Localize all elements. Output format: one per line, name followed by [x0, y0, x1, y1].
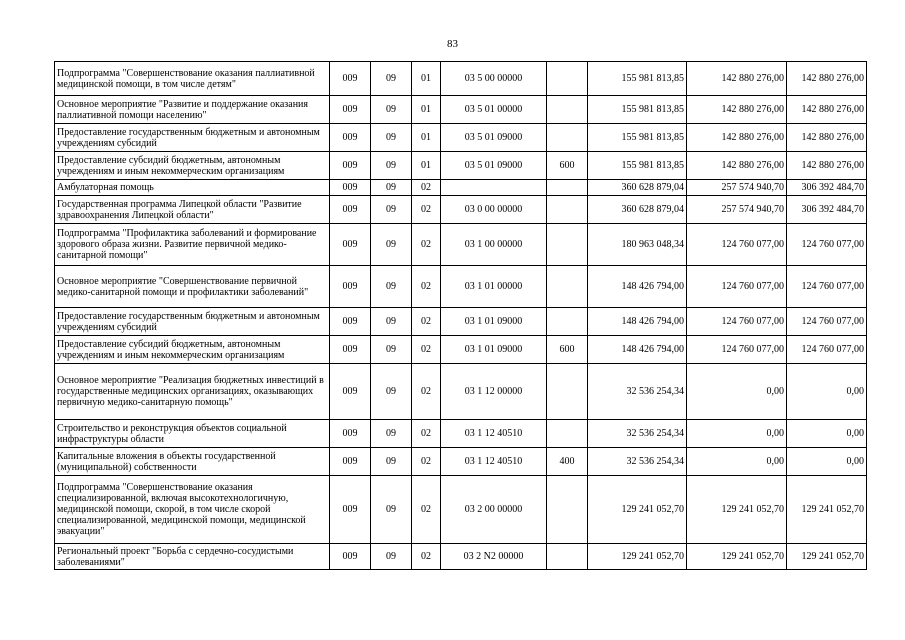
- cell-glava: 009: [330, 96, 371, 124]
- cell-name: Предоставление государственным бюджетным и автономным учреждениям субсидий: [55, 124, 330, 152]
- cell-podrazdel: 02: [412, 308, 441, 336]
- cell-amount-1: 155 981 813,85: [588, 62, 687, 96]
- cell-name: Основное мероприятие "Реализация бюджетных инвестиций в государственные медицинских организациях, оказывающих первичную медико-санитарную помощь": [55, 364, 330, 420]
- cell-amount-3: 142 880 276,00: [787, 96, 867, 124]
- cell-podrazdel: 02: [412, 336, 441, 364]
- cell-podrazdel: 02: [412, 448, 441, 476]
- cell-glava: 009: [330, 266, 371, 308]
- cell-glava: 009: [330, 308, 371, 336]
- cell-amount-1: 155 981 813,85: [588, 96, 687, 124]
- cell-podrazdel: 01: [412, 124, 441, 152]
- cell-amount-2: 0,00: [687, 448, 787, 476]
- cell-amount-3: 129 241 052,70: [787, 476, 867, 544]
- table-row: [55, 152, 867, 180]
- cell-target-article: 03 1 01 00000: [441, 266, 547, 308]
- cell-podrazdel: 01: [412, 152, 441, 180]
- cell-name: Подпрограмма "Совершенствование оказания паллиативной медицинской помощи, в том числе детям": [55, 62, 330, 96]
- cell-amount-1: 360 628 879,04: [588, 180, 687, 196]
- cell-amount-1: 155 981 813,85: [588, 152, 687, 180]
- cell-amount-3: 0,00: [787, 364, 867, 420]
- cell-expense-type: [547, 476, 588, 544]
- cell-name: Подпрограмма "Совершенствование оказания специализированной, включая высокотехнологичную, медицинской помощи, скорой, в том числе скорой специализированной, медицинской помощи, медицинской эвакуации": [55, 476, 330, 544]
- cell-name: Региональный проект "Борьба с сердечно-сосудистыми заболеваниями": [55, 544, 330, 570]
- cell-target-article: 03 0 00 00000: [441, 196, 547, 224]
- cell-name: Строительство и реконструкция объектов социальной инфраструктуры области: [55, 420, 330, 448]
- cell-glava: 009: [330, 448, 371, 476]
- table-row: [55, 336, 867, 364]
- cell-amount-3: 124 760 077,00: [787, 224, 867, 266]
- cell-razdel: 09: [371, 364, 412, 420]
- cell-expense-type: [547, 124, 588, 152]
- cell-razdel: 09: [371, 476, 412, 544]
- cell-expense-type: [547, 544, 588, 570]
- cell-expense-type: [547, 364, 588, 420]
- cell-name: Основное мероприятие "Развитие и поддержание оказания паллиативной помощи населению": [55, 96, 330, 124]
- cell-glava: 009: [330, 124, 371, 152]
- cell-razdel: 09: [371, 62, 412, 96]
- cell-razdel: 09: [371, 224, 412, 266]
- cell-expense-type: [547, 196, 588, 224]
- cell-razdel: 09: [371, 544, 412, 570]
- cell-podrazdel: 02: [412, 266, 441, 308]
- cell-name: Подпрограмма "Профилактика заболеваний и формирование здорового образа жизни. Развитие первичной медико-санитарной помощи": [55, 224, 330, 266]
- cell-target-article: 03 1 12 40510: [441, 420, 547, 448]
- cell-target-article: 03 5 01 09000: [441, 124, 547, 152]
- cell-razdel: 09: [371, 124, 412, 152]
- cell-glava: 009: [330, 544, 371, 570]
- table-row: [55, 96, 867, 124]
- cell-expense-type: [547, 96, 588, 124]
- cell-glava: 009: [330, 364, 371, 420]
- cell-target-article: 03 1 00 00000: [441, 224, 547, 266]
- table-row: [55, 544, 867, 570]
- cell-expense-type: [547, 224, 588, 266]
- cell-target-article: 03 5 00 00000: [441, 62, 547, 96]
- cell-razdel: 09: [371, 336, 412, 364]
- cell-amount-3: 306 392 484,70: [787, 196, 867, 224]
- cell-razdel: 09: [371, 308, 412, 336]
- cell-podrazdel: 02: [412, 224, 441, 266]
- cell-glava: 009: [330, 196, 371, 224]
- cell-amount-2: 0,00: [687, 420, 787, 448]
- cell-razdel: 09: [371, 180, 412, 196]
- cell-target-article: [441, 180, 547, 196]
- cell-amount-3: 124 760 077,00: [787, 308, 867, 336]
- cell-amount-1: 129 241 052,70: [588, 544, 687, 570]
- cell-amount-3: 0,00: [787, 420, 867, 448]
- cell-expense-type: [547, 420, 588, 448]
- table-row: [55, 364, 867, 420]
- cell-amount-3: 124 760 077,00: [787, 336, 867, 364]
- cell-amount-3: 142 880 276,00: [787, 152, 867, 180]
- cell-glava: 009: [330, 152, 371, 180]
- cell-amount-2: 142 880 276,00: [687, 62, 787, 96]
- cell-expense-type: [547, 62, 588, 96]
- cell-glava: 009: [330, 336, 371, 364]
- cell-razdel: 09: [371, 96, 412, 124]
- cell-podrazdel: 01: [412, 62, 441, 96]
- cell-amount-3: 142 880 276,00: [787, 124, 867, 152]
- cell-amount-3: 142 880 276,00: [787, 62, 867, 96]
- cell-expense-type: [547, 308, 588, 336]
- cell-target-article: 03 5 01 09000: [441, 152, 547, 180]
- cell-razdel: 09: [371, 266, 412, 308]
- cell-amount-3: 0,00: [787, 448, 867, 476]
- cell-amount-3: 129 241 052,70: [787, 544, 867, 570]
- cell-name: Предоставление субсидий бюджетным, автономным учреждениям и иным некоммерческим организациям: [55, 152, 330, 180]
- cell-expense-type: 400: [547, 448, 588, 476]
- cell-expense-type: [547, 266, 588, 308]
- cell-amount-2: 124 760 077,00: [687, 308, 787, 336]
- cell-target-article: 03 1 12 40510: [441, 448, 547, 476]
- cell-amount-3: 306 392 484,70: [787, 180, 867, 196]
- cell-target-article: 03 2 00 00000: [441, 476, 547, 544]
- table-row: [55, 476, 867, 544]
- cell-razdel: 09: [371, 420, 412, 448]
- table-row: [55, 124, 867, 152]
- cell-amount-2: 124 760 077,00: [687, 336, 787, 364]
- cell-name: Амбулаторная помощь: [55, 180, 330, 196]
- cell-amount-2: 142 880 276,00: [687, 96, 787, 124]
- cell-podrazdel: 02: [412, 364, 441, 420]
- cell-target-article: 03 1 12 00000: [441, 364, 547, 420]
- cell-glava: 009: [330, 476, 371, 544]
- cell-target-article: 03 1 01 09000: [441, 308, 547, 336]
- cell-amount-2: 124 760 077,00: [687, 224, 787, 266]
- cell-podrazdel: 02: [412, 420, 441, 448]
- cell-amount-1: 148 426 794,00: [588, 308, 687, 336]
- cell-amount-2: 124 760 077,00: [687, 266, 787, 308]
- cell-target-article: 03 1 01 09000: [441, 336, 547, 364]
- cell-amount-1: 180 963 048,34: [588, 224, 687, 266]
- cell-target-article: 03 5 01 00000: [441, 96, 547, 124]
- cell-amount-2: 0,00: [687, 364, 787, 420]
- cell-podrazdel: 02: [412, 544, 441, 570]
- cell-name: Предоставление субсидий бюджетным, автономным учреждениям и иным некоммерческим организациям: [55, 336, 330, 364]
- cell-glava: 009: [330, 420, 371, 448]
- cell-name: Капитальные вложения в объекты государственной (муниципальной) собственности: [55, 448, 330, 476]
- cell-amount-2: 257 574 940,70: [687, 196, 787, 224]
- cell-amount-1: 32 536 254,34: [588, 364, 687, 420]
- table-row: [55, 308, 867, 336]
- cell-amount-1: 360 628 879,04: [588, 196, 687, 224]
- table-row: [55, 196, 867, 224]
- cell-name: Предоставление государственным бюджетным и автономным учреждениям субсидий: [55, 308, 330, 336]
- table-row: [55, 420, 867, 448]
- cell-amount-2: 129 241 052,70: [687, 544, 787, 570]
- cell-expense-type: [547, 180, 588, 196]
- cell-razdel: 09: [371, 152, 412, 180]
- cell-amount-1: 32 536 254,34: [588, 420, 687, 448]
- cell-razdel: 09: [371, 448, 412, 476]
- cell-amount-1: 148 426 794,00: [588, 336, 687, 364]
- cell-target-article: 03 2 N2 00000: [441, 544, 547, 570]
- table-row: [55, 266, 867, 308]
- table-row: [55, 62, 867, 96]
- table-row: [55, 224, 867, 266]
- cell-amount-1: 32 536 254,34: [588, 448, 687, 476]
- cell-razdel: 09: [371, 196, 412, 224]
- cell-name: Основное мероприятие "Совершенствование первичной медико-санитарной помощи и профилактики заболеваний": [55, 266, 330, 308]
- cell-glava: 009: [330, 224, 371, 266]
- cell-podrazdel: 02: [412, 476, 441, 544]
- cell-amount-1: 129 241 052,70: [588, 476, 687, 544]
- cell-amount-2: 142 880 276,00: [687, 124, 787, 152]
- cell-expense-type: 600: [547, 336, 588, 364]
- cell-glava: 009: [330, 180, 371, 196]
- cell-podrazdel: 02: [412, 196, 441, 224]
- cell-amount-2: 129 241 052,70: [687, 476, 787, 544]
- budget-table: [54, 61, 867, 570]
- cell-amount-1: 148 426 794,00: [588, 266, 687, 308]
- cell-expense-type: 600: [547, 152, 588, 180]
- cell-podrazdel: 02: [412, 180, 441, 196]
- cell-amount-1: 155 981 813,85: [588, 124, 687, 152]
- cell-amount-2: 257 574 940,70: [687, 180, 787, 196]
- cell-amount-3: 124 760 077,00: [787, 266, 867, 308]
- page-number: 83: [447, 38, 458, 50]
- cell-name: Государственная программа Липецкой области "Развитие здравоохранения Липецкой области": [55, 196, 330, 224]
- cell-amount-2: 142 880 276,00: [687, 152, 787, 180]
- cell-glava: 009: [330, 62, 371, 96]
- table-row: [55, 180, 867, 196]
- cell-podrazdel: 01: [412, 96, 441, 124]
- table-row: [55, 448, 867, 476]
